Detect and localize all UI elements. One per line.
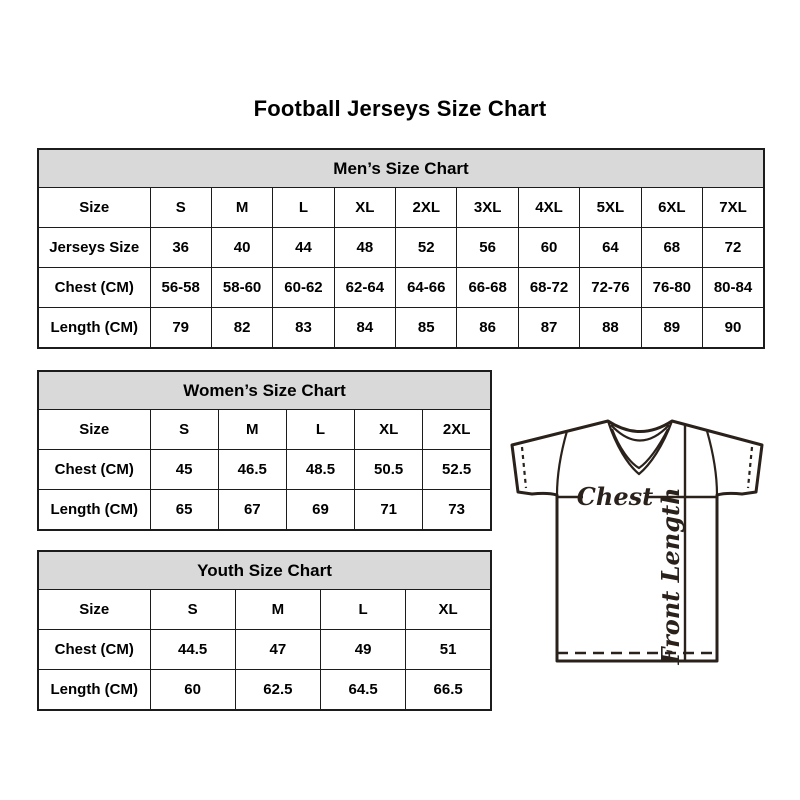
row-label: Chest (CM)	[38, 630, 150, 670]
size-cell: 52	[396, 228, 457, 268]
size-cell: 82	[211, 308, 272, 349]
size-cell: 64.5	[321, 670, 406, 711]
size-cell: 76-80	[641, 268, 702, 308]
size-cell: 2XL	[423, 410, 491, 450]
table-row	[38, 670, 491, 711]
size-cell: 52.5	[423, 450, 491, 490]
size-cell: 47	[235, 630, 320, 670]
size-cell: 5XL	[580, 188, 641, 228]
size-cell: 6XL	[641, 188, 702, 228]
size-cell: 36	[150, 228, 211, 268]
mens-size-table	[37, 148, 765, 349]
jersey-measurement-diagram	[505, 416, 767, 666]
size-cell: 87	[518, 308, 579, 349]
size-cell: M	[235, 590, 320, 630]
size-cell: 48.5	[286, 450, 354, 490]
table-title: Men’s Size Chart	[38, 149, 764, 188]
size-cell: 45	[150, 450, 218, 490]
size-cell: XL	[334, 188, 395, 228]
size-cell: 72	[703, 228, 764, 268]
size-cell: S	[150, 188, 211, 228]
size-cell: 44.5	[150, 630, 235, 670]
table-row	[38, 590, 491, 630]
row-label: Size	[38, 410, 150, 450]
page-title: Football Jerseys Size Chart	[253, 96, 547, 121]
chest-label: Chest	[576, 482, 654, 511]
size-cell: 40	[211, 228, 272, 268]
youth-size-table	[37, 550, 492, 711]
size-cell: 71	[355, 490, 423, 531]
size-cell: 68-72	[518, 268, 579, 308]
size-cell: 58-60	[211, 268, 272, 308]
size-cell: 66-68	[457, 268, 518, 308]
table-row	[38, 450, 491, 490]
table-title-row	[38, 551, 491, 590]
size-cell: 72-76	[580, 268, 641, 308]
size-cell: 83	[273, 308, 334, 349]
size-cell: 4XL	[518, 188, 579, 228]
size-cell: 56	[457, 228, 518, 268]
table-row	[38, 188, 764, 228]
size-cell: 68	[641, 228, 702, 268]
size-cell: 80-84	[703, 268, 764, 308]
size-cell: 84	[334, 308, 395, 349]
size-cell: 60	[518, 228, 579, 268]
size-cell: L	[321, 590, 406, 630]
size-cell: 56-58	[150, 268, 211, 308]
table-row	[38, 410, 491, 450]
size-cell: 49	[321, 630, 406, 670]
table-title: Youth Size Chart	[38, 551, 491, 590]
table-title: Women’s Size Chart	[38, 371, 491, 410]
size-cell: 62.5	[235, 670, 320, 711]
row-label: Size	[38, 188, 150, 228]
womens-size-table	[37, 370, 492, 531]
size-cell: 85	[396, 308, 457, 349]
size-cell: 50.5	[355, 450, 423, 490]
table-row	[38, 308, 764, 349]
size-cell: 51	[406, 630, 491, 670]
row-label: Chest (CM)	[38, 268, 150, 308]
size-cell: 44	[273, 228, 334, 268]
size-cell: 69	[286, 490, 354, 531]
size-cell: 60	[150, 670, 235, 711]
size-cell: 48	[334, 228, 395, 268]
size-cell: 66.5	[406, 670, 491, 711]
jersey-outline	[512, 421, 762, 661]
front-length-label: Front Length	[656, 487, 685, 665]
size-cell: 2XL	[396, 188, 457, 228]
size-cell: 3XL	[457, 188, 518, 228]
table-title-row	[38, 371, 491, 410]
table-row	[38, 268, 764, 308]
size-cell: 46.5	[218, 450, 286, 490]
size-cell: L	[273, 188, 334, 228]
size-cell: 64	[580, 228, 641, 268]
size-cell: 60-62	[273, 268, 334, 308]
size-cell: 90	[703, 308, 764, 349]
row-label: Length (CM)	[38, 308, 150, 349]
row-label: Jerseys Size	[38, 228, 150, 268]
size-cell: 73	[423, 490, 491, 531]
size-cell: 7XL	[703, 188, 764, 228]
row-label: Length (CM)	[38, 670, 150, 711]
size-cell: S	[150, 590, 235, 630]
size-cell: XL	[406, 590, 491, 630]
size-cell: 89	[641, 308, 702, 349]
table-row	[38, 490, 491, 531]
table-title-row	[38, 149, 764, 188]
size-cell: M	[218, 410, 286, 450]
row-label: Size	[38, 590, 150, 630]
size-cell: M	[211, 188, 272, 228]
size-cell: 86	[457, 308, 518, 349]
size-cell: 64-66	[396, 268, 457, 308]
row-label: Chest (CM)	[38, 450, 150, 490]
size-cell: 65	[150, 490, 218, 531]
size-cell: 79	[150, 308, 211, 349]
size-cell: L	[286, 410, 354, 450]
size-cell: 88	[580, 308, 641, 349]
table-row	[38, 630, 491, 670]
size-cell: 62-64	[334, 268, 395, 308]
size-cell: XL	[355, 410, 423, 450]
size-cell: 67	[218, 490, 286, 531]
table-row	[38, 228, 764, 268]
jersey-diagram-svg	[505, 416, 767, 666]
size-cell: S	[150, 410, 218, 450]
row-label: Length (CM)	[38, 490, 150, 531]
